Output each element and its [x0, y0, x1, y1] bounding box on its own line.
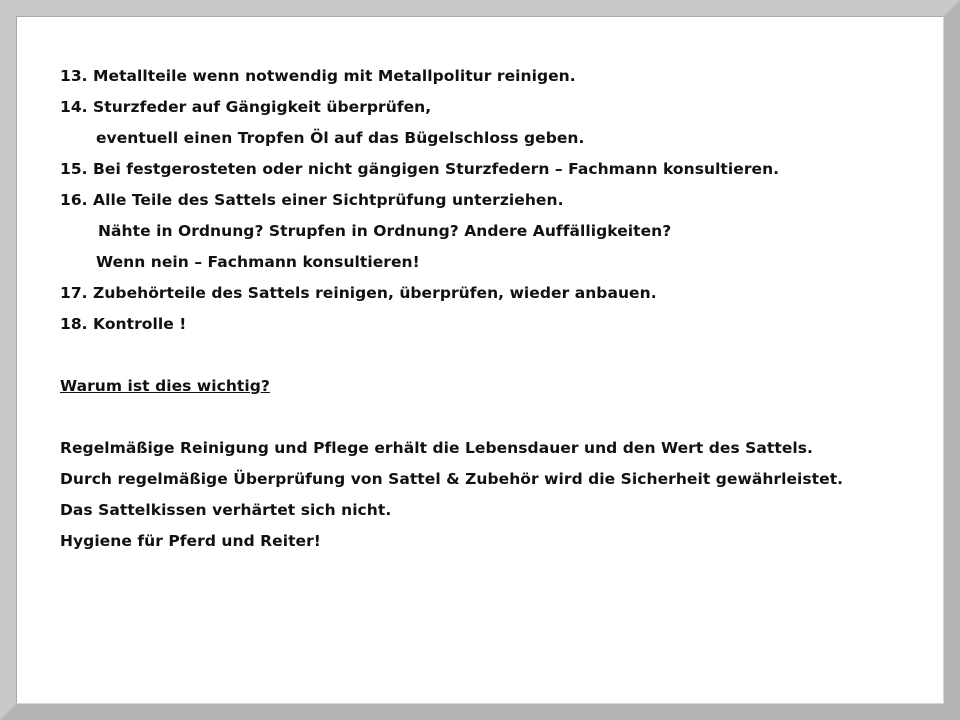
step-14-continuation: eventuell einen Tropfen Öl auf das Bügelschloss geben.	[96, 129, 585, 147]
slide-content	[60, 61, 920, 557]
step-15: 15. Bei festgerosteten oder nicht gängigen Sturzfedern – Fachmann konsultieren.	[60, 160, 780, 178]
step-16-consult: Wenn nein – Fachmann konsultieren!	[96, 253, 420, 271]
reason-1: Regelmäßige Reinigung und Pflege erhält die Lebensdauer und den Wert des Sattels.	[60, 439, 813, 457]
section-heading: Warum ist dies wichtig?	[60, 377, 270, 395]
spacer	[60, 340, 920, 371]
reason-2: Durch regelmäßige Überprüfung von Sattel & Zubehör wird die Sicherheit gewährleistet.	[60, 470, 844, 488]
step-16-questions: Nähte in Ordnung? Strupfen in Ordnung? Andere Auffälligkeiten?	[98, 222, 672, 240]
step-13: 13. Metallteile wenn notwendig mit Metallpolitur reinigen.	[60, 67, 576, 85]
spacer	[60, 402, 920, 433]
reason-3: Das Sattelkissen verhärtet sich nicht.	[60, 501, 392, 519]
step-14: 14. Sturzfeder auf Gängigkeit überprüfen,	[60, 98, 432, 116]
step-17: 17. Zubehörteile des Sattels reinigen, überprüfen, wieder anbauen.	[60, 284, 657, 302]
reason-4: Hygiene für Pferd und Reiter!	[60, 532, 321, 550]
step-18: 18. Kontrolle !	[60, 315, 187, 333]
step-16: 16. Alle Teile des Sattels einer Sichtprüfung unterziehen.	[60, 191, 564, 209]
